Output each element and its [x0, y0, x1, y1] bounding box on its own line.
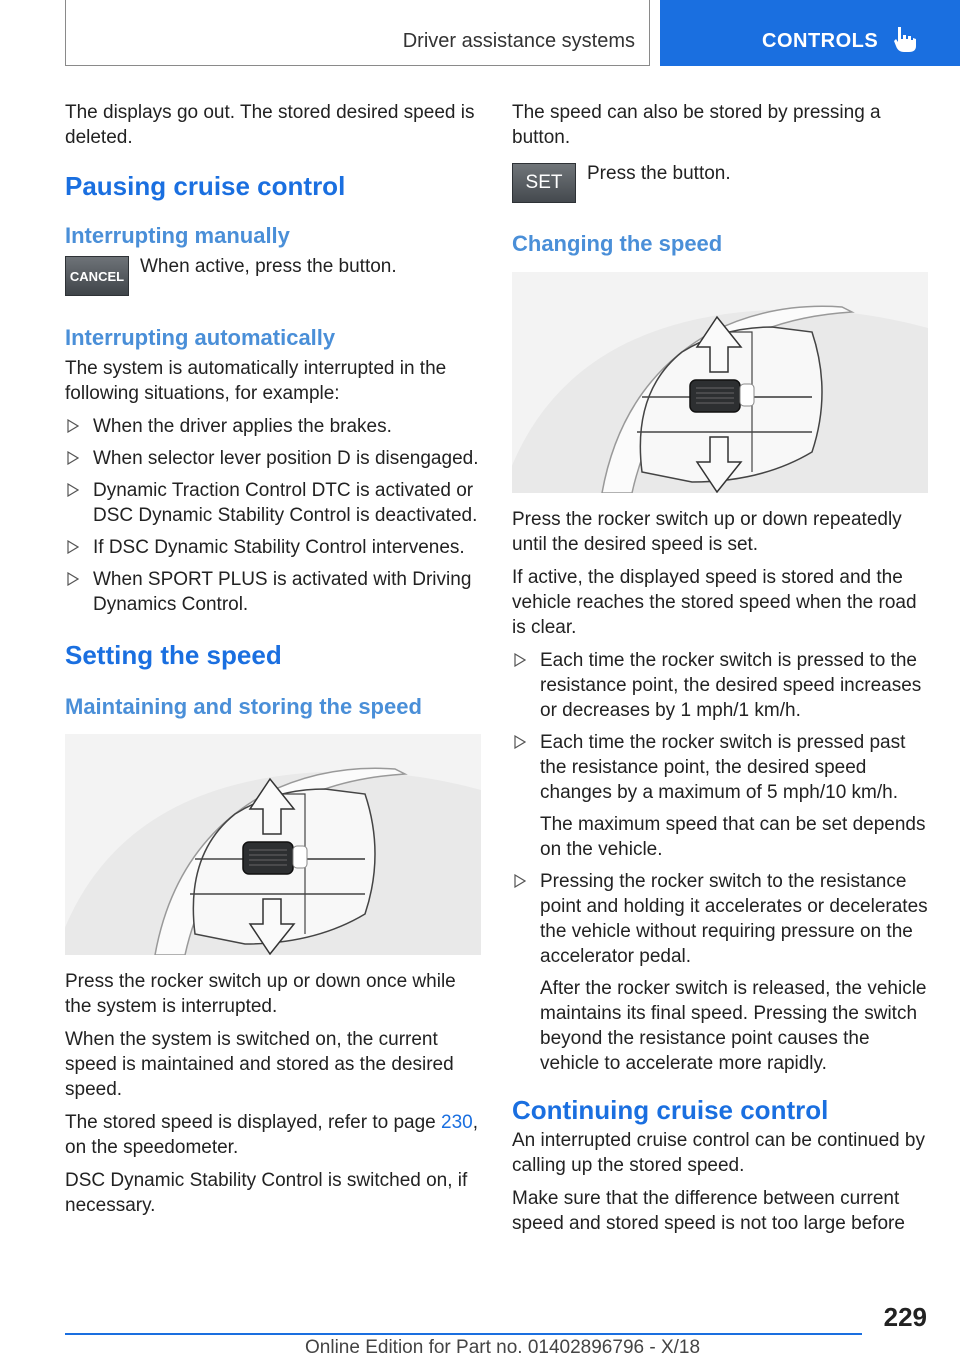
steering-wheel-rocker-illustration [65, 734, 481, 955]
triangle-bullet-icon [67, 451, 79, 465]
chapter-tab[interactable] [660, 0, 960, 66]
changing-heading: Changing the speed [512, 231, 723, 256]
cancel-row [65, 254, 483, 296]
triangle-bullet-icon [67, 572, 79, 586]
left-paragraph-1: Press the rocker switch up or down once while the system is interrupted. [65, 971, 456, 1017]
set-button-image: SET [512, 163, 576, 203]
left-column [65, 100, 483, 1226]
list-item: Dynamic Traction Control DTC is activated or DSC Dynamic Stability Control is deactivated. [65, 478, 483, 528]
manual-heading: Interrupting manually [65, 223, 290, 248]
left-paragraph-2: When the system is switched on, the current speed is maintained and stored as the desired speed. [65, 1029, 454, 1100]
footer-divider [65, 1333, 862, 1335]
right-paragraph-2: If active, the displayed speed is stored and the vehicle reaches the stored speed when the road is clear. [512, 567, 917, 638]
page-link[interactable]: 230 [441, 1112, 473, 1133]
list-item: Each time the rocker switch is pressed past the resistance point, the desired speed changes by a maximum of 5 mph/10 km/h. The maximum speed that can be set depends on the vehicle. [512, 730, 930, 862]
list-item: Each time the rocker switch is pressed to the resistance point, the desired speed increases or decreases by 1 mph/1 km/h. [512, 648, 930, 723]
section-title: Driver assistance systems [402, 30, 635, 52]
change-list [512, 648, 930, 1076]
set-instruction: Press the button. [587, 163, 731, 184]
intro-text: The displays go out. The stored desired speed is deleted. [65, 102, 475, 148]
pausing-heading: Pausing cruise control [65, 171, 346, 201]
right-paragraph-4: Make sure that the difference between current speed and stored speed is not too large before [512, 1188, 905, 1234]
triangle-bullet-icon [514, 653, 526, 667]
steering-wheel-rocker-illustration-2 [512, 272, 928, 493]
right-paragraph-3: An interrupted cruise control can be continued by calling up the stored speed. [512, 1130, 925, 1176]
list-item: When selector lever position D is disengaged. [65, 446, 483, 471]
triangle-bullet-icon [67, 419, 79, 433]
page-header [65, 0, 960, 66]
maintain-heading: Maintaining and storing the speed [65, 694, 422, 719]
right-column [512, 100, 930, 1244]
cancel-instruction: When active, press the button. [140, 256, 397, 277]
triangle-bullet-icon [67, 540, 79, 554]
triangle-bullet-icon [514, 735, 526, 749]
section-tab [65, 0, 650, 66]
list-item: When the driver applies the brakes. [65, 414, 483, 439]
rocker-switch-icon [512, 272, 928, 493]
auto-list [65, 414, 483, 617]
list-item: Pressing the rocker switch to the resistance point and holding it accelerates or decelerates the vehicle without requiring pressure on the accelerator pedal. After the rocker switch is released, the vehicle maintains its final speed. Pressing the switch beyond the resistance point causes the vehicle to accelerate more rapidly. [512, 869, 930, 1076]
rocker-switch-icon [65, 734, 481, 955]
left-paragraph-4: DSC Dynamic Stability Control is switched on, if necessary. [65, 1170, 468, 1216]
continuing-heading: Continuing cruise control [512, 1095, 829, 1125]
list-item: When SPORT PLUS is activated with Driving Dynamics Control. [65, 567, 483, 617]
page-number: 229 [883, 1302, 927, 1332]
auto-heading: Interrupting automatically [65, 325, 336, 350]
cancel-button-image: CANCEL [65, 256, 129, 296]
list-item: If DSC Dynamic Stability Control intervenes. [65, 535, 483, 560]
edition-note: Online Edition for Part no. 01402896796 - X/18 [305, 1337, 701, 1358]
set-row [512, 161, 930, 203]
left-paragraph-3: The stored speed is displayed, refer to page 230, on the speedometer. [65, 1112, 478, 1158]
auto-intro: The system is automatically interrupted in the following situations, for example: [65, 358, 447, 404]
setting-heading: Setting the speed [65, 640, 282, 670]
pointing-hand-icon [892, 24, 918, 54]
right-intro: The speed can also be stored by pressing a button. [512, 102, 881, 148]
triangle-bullet-icon [514, 874, 526, 888]
right-paragraph-1: Press the rocker switch up or down repeatedly until the desired speed is set. [512, 509, 902, 555]
list-subparagraph: The maximum speed that can be set depends on the vehicle. [540, 814, 926, 860]
chapter-title: CONTROLS [762, 30, 879, 52]
triangle-bullet-icon [67, 483, 79, 497]
list-subparagraph: After the rocker switch is released, the vehicle maintains its final speed. Pressing the switch beyond the resistance point causes the vehicle to accelerate more rapidly. [540, 978, 927, 1074]
